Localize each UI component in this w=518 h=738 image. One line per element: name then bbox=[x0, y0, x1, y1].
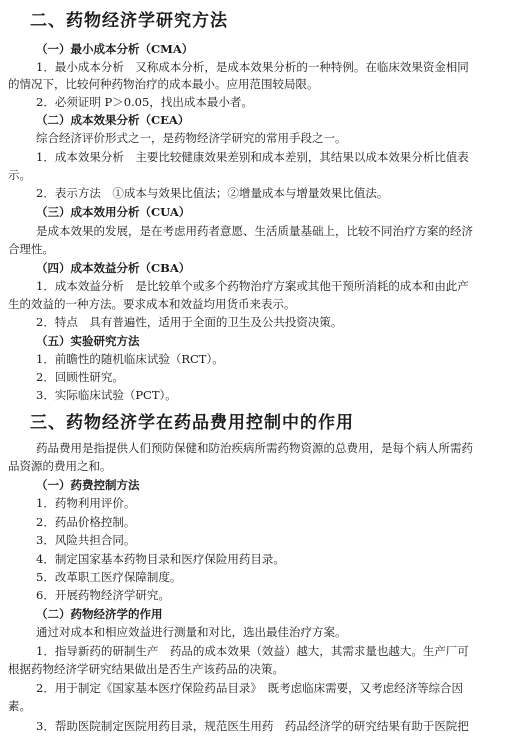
role-line-6: 3．帮助医院制定医院用药目录，规范医生用药 药品经济学的研究结果有助于医院把 bbox=[36, 719, 469, 733]
section-3-title: 三、药物经济学在药品费用控制中的作用 bbox=[30, 413, 354, 433]
intro-line-2: 品资源的费用之和。 bbox=[8, 459, 112, 473]
control-line-4: 4．制定国家基本药物目录和医疗保险用药目录。 bbox=[36, 552, 285, 566]
cba-line-3: 2．特点 具有普遍性，适用于全面的卫生及公共投资决策。 bbox=[36, 315, 343, 329]
cea-line-2: 1．成本效果分析 主要比较健康效果差别和成本差别，其结果以成本效果分析比值表 bbox=[36, 150, 469, 164]
cea-heading: （二）成本效果分析（CEA） bbox=[36, 113, 190, 127]
role-line-5: 素。 bbox=[8, 699, 31, 713]
cua-line-2: 合理性。 bbox=[8, 242, 54, 256]
cma-heading: （一）最小成本分析（CMA） bbox=[36, 42, 194, 56]
cua-line-1: 是成本效果的发展，是在考虑用药者意愿、生活质量基础上，比较不同治疗方案的经济 bbox=[36, 224, 473, 238]
cma-line-2: 的情况下，比较何种药物治疗的成本最小。应用范围较局限。 bbox=[8, 77, 319, 91]
role-line-1: 通过对成本和相应效益进行测量和对比，选出最佳治疗方案。 bbox=[36, 625, 347, 639]
role-line-2: 1．指导新药的研制生产 药品的成本效果（效益）越大，其需求量也越大。生产厂可 bbox=[36, 644, 469, 658]
intro-line-1: 药品费用是指提供人们预防保健和防治疾病所需药物资源的总费用，是每个病人所需药 bbox=[36, 441, 473, 455]
cea-line-4: 2．表示方法 ①成本与效果比值法；②增量成本与增量效果比值法。 bbox=[36, 186, 389, 200]
methods-line-3: 3．实际临床试验（PCT）。 bbox=[36, 388, 177, 402]
cma-line-1: 1．最小成本分析 又称成本分析，是成本效果分析的一种特例。在临床效果资金相同 bbox=[36, 60, 469, 74]
control-heading: （一）药费控制方法 bbox=[36, 478, 140, 492]
cma-line-3: 2．必须证明 P＞0.05，找出成本最小者。 bbox=[36, 95, 253, 109]
cba-line-2: 生的效益的一种方法。要求成本和效益均用货币来表示。 bbox=[8, 297, 296, 311]
section-2-title: 二、药物经济学研究方法 bbox=[30, 11, 228, 31]
role-line-4: 2．用于制定《国家基本医疗保险药品目录》 既考虑临床需要，又考虑经济等综合因 bbox=[36, 681, 464, 695]
role-line-3: 根据药物经济学研究结果做出是否生产该药品的决策。 bbox=[8, 662, 284, 676]
methods-line-2: 2．回顾性研究。 bbox=[36, 370, 124, 384]
methods-line-1: 1．前瞻性的随机临床试验（RCT）。 bbox=[36, 352, 224, 366]
role-heading: （二）药物经济学的作用 bbox=[36, 607, 163, 621]
control-line-3: 3．风险共担合同。 bbox=[36, 533, 136, 547]
control-line-6: 6．开展药物经济学研究。 bbox=[36, 588, 170, 602]
cea-line-1: 综合经济评价形式之一，是药物经济学研究的常用手段之一。 bbox=[36, 131, 347, 145]
methods-heading: （五）实验研究方法 bbox=[36, 334, 140, 348]
cba-heading: （四）成本效益分析（CBA） bbox=[36, 261, 191, 275]
cea-line-3: 示。 bbox=[8, 168, 31, 182]
cba-line-1: 1．成本效益分析 是比较单个或多个药物治疗方案或其他干预所消耗的成本和由此产 bbox=[36, 279, 469, 293]
cua-heading: （三）成本效用分析（CUA） bbox=[36, 205, 191, 219]
control-line-1: 1．药物利用评价。 bbox=[36, 496, 136, 510]
control-line-2: 2．药品价格控制。 bbox=[36, 515, 136, 529]
control-line-5: 5．改革职工医疗保障制度。 bbox=[36, 570, 182, 584]
